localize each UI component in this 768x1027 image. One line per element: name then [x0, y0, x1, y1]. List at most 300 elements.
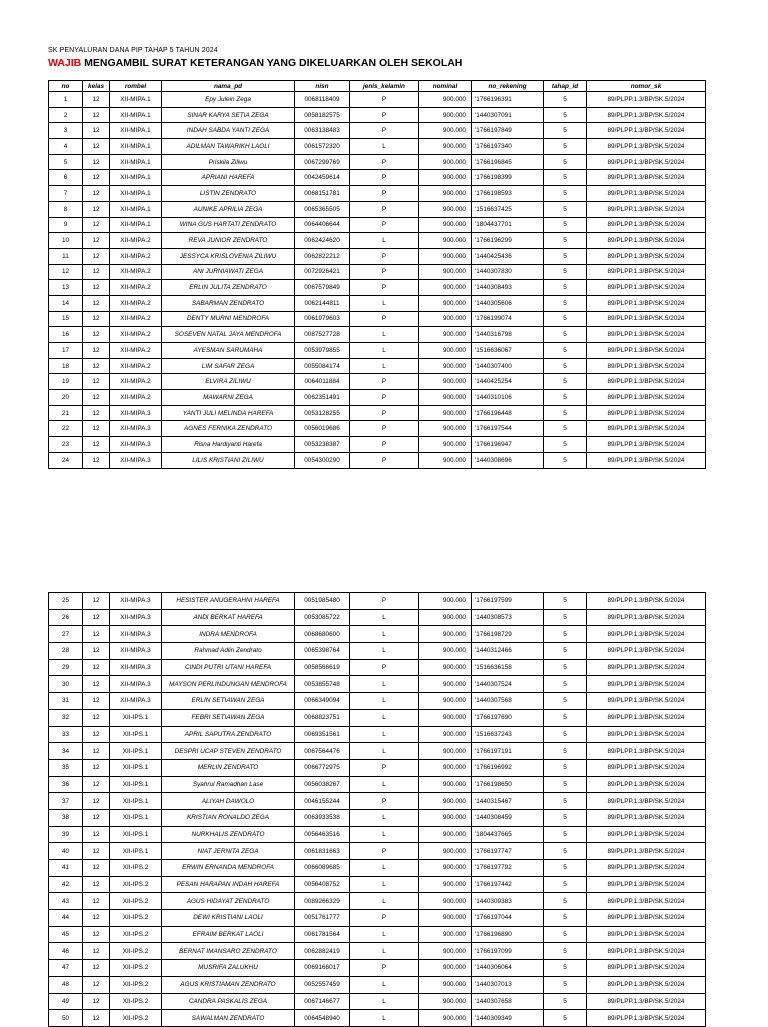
cell-jenis-kelamin: P: [350, 217, 419, 233]
table-row: [49, 893, 706, 910]
cell-nominal: 900.000: [419, 233, 472, 249]
cell-nominal: 900.000: [419, 170, 472, 186]
cell-no-rekening: '1766196845: [472, 154, 544, 170]
cell-nominal: 900.000: [419, 893, 472, 910]
cell-nominal: 900.000: [419, 843, 472, 860]
cell-tahap-id: 5: [544, 910, 587, 927]
cell-no-rekening: '1766197191: [472, 743, 544, 760]
cell-kelas: 12: [83, 452, 110, 468]
cell-nomor-sk: 89/PLPP.1.3/BP/SK.5/2024: [587, 92, 706, 108]
cell-nisn: 0072926421: [295, 264, 350, 280]
cell-nisn: 0053085722: [295, 609, 350, 626]
cell-kelas: 12: [83, 910, 110, 927]
table-row: [49, 233, 706, 249]
cell-rombel: XII-MIPA.2: [110, 264, 162, 280]
cell-nisn: 0058566619: [295, 659, 350, 676]
cell-rombel: XII-MIPA.1: [110, 123, 162, 139]
cell-nisn: 0068680600: [295, 626, 350, 643]
cell-tahap-id: 5: [544, 327, 587, 343]
cell-jenis-kelamin: P: [350, 170, 419, 186]
cell-tahap-id: 5: [544, 295, 587, 311]
cell-no-rekening: '1766197044: [472, 910, 544, 927]
cell-nisn: 0069351561: [295, 726, 350, 743]
cell-rombel: XII-IPS.2: [110, 993, 162, 1010]
cell-tahap-id: 5: [544, 1010, 587, 1027]
cell-no-rekening: '1440305606: [472, 295, 544, 311]
cell-nisn: 0063933538: [295, 809, 350, 826]
cell-kelas: 12: [83, 593, 110, 610]
cell-tahap-id: 5: [544, 726, 587, 743]
cell-no-rekening: '1440425436: [472, 248, 544, 264]
cell-nomor-sk: 89/PLPP.1.3/BP/SK.5/2024: [587, 248, 706, 264]
cell-nomor-sk: 89/PLPP.1.3/BP/SK.5/2024: [587, 421, 706, 437]
cell-kelas: 12: [83, 626, 110, 643]
cell-jenis-kelamin: L: [350, 860, 419, 877]
cell-nominal: 900.000: [419, 390, 472, 406]
cell-nominal: 900.000: [419, 876, 472, 893]
cell-rombel: XII-MIPA.1: [110, 186, 162, 202]
cell-nisn: 0053238387: [295, 437, 350, 453]
cell-nisn: 0067579849: [295, 280, 350, 296]
cell-no: 13: [49, 280, 83, 296]
cell-nama-pd: HESISTER ANUGERAHNI HAREFA: [162, 593, 295, 610]
col-header-rombel: rombel: [110, 81, 162, 92]
cell-jenis-kelamin: L: [350, 343, 419, 359]
cell-tahap-id: 5: [544, 759, 587, 776]
cell-no: 22: [49, 421, 83, 437]
cell-tahap-id: 5: [544, 374, 587, 390]
cell-jenis-kelamin: P: [350, 659, 419, 676]
cell-rombel: XII-MIPA.2: [110, 327, 162, 343]
cell-rombel: XII-MIPA.2: [110, 374, 162, 390]
cell-tahap-id: 5: [544, 280, 587, 296]
cell-no-rekening: '1516636067: [472, 343, 544, 359]
cell-no-rekening: '1440309349: [472, 1010, 544, 1027]
document-title: [48, 57, 462, 69]
cell-nama-pd: MAYSON PERLINDUNGAN MENDROFA: [162, 676, 295, 693]
cell-no: 21: [49, 405, 83, 421]
cell-no: 46: [49, 943, 83, 960]
cell-kelas: 12: [83, 693, 110, 710]
cell-tahap-id: 5: [544, 693, 587, 710]
cell-kelas: 12: [83, 311, 110, 327]
cell-nama-pd: NURKHALIS ZENDRATO: [162, 826, 295, 843]
col-header-nomor-sk: nomor_sk: [587, 81, 706, 92]
cell-tahap-id: 5: [544, 186, 587, 202]
cell-nominal: 900.000: [419, 609, 472, 626]
cell-tahap-id: 5: [544, 643, 587, 660]
cell-jenis-kelamin: L: [350, 139, 419, 155]
cell-nomor-sk: 89/PLPP.1.3/BP/SK.5/2024: [587, 709, 706, 726]
cell-tahap-id: 5: [544, 676, 587, 693]
table-row: [49, 776, 706, 793]
cell-tahap-id: 5: [544, 233, 587, 249]
cell-no: 2: [49, 107, 83, 123]
cell-nomor-sk: 89/PLPP.1.3/BP/SK.5/2024: [587, 358, 706, 374]
cell-tahap-id: 5: [544, 343, 587, 359]
cell-nama-pd: KRISTIAN RONALDO ZEGA: [162, 809, 295, 826]
cell-nominal: 900.000: [419, 860, 472, 877]
cell-rombel: XII-MIPA.3: [110, 437, 162, 453]
cell-nomor-sk: 89/PLPP.1.3/BP/SK.5/2024: [587, 405, 706, 421]
cell-no: 49: [49, 993, 83, 1010]
cell-no: 26: [49, 609, 83, 626]
cell-no-rekening: '1766197099: [472, 943, 544, 960]
cell-tahap-id: 5: [544, 201, 587, 217]
cell-no: 14: [49, 295, 83, 311]
cell-no-rekening: '1440307400: [472, 358, 544, 374]
cell-nominal: 900.000: [419, 264, 472, 280]
cell-no-rekening: '1440308696: [472, 452, 544, 468]
cell-kelas: 12: [83, 926, 110, 943]
cell-nisn: 0064548940: [295, 1010, 350, 1027]
cell-no: 8: [49, 201, 83, 217]
cell-no: 11: [49, 248, 83, 264]
table-row: [49, 186, 706, 202]
cell-nama-pd: DENTY MURNI MENDROFA: [162, 311, 295, 327]
cell-tahap-id: 5: [544, 626, 587, 643]
cell-kelas: 12: [83, 793, 110, 810]
cell-nomor-sk: 89/PLPP.1.3/BP/SK.5/2024: [587, 676, 706, 693]
cell-nomor-sk: 89/PLPP.1.3/BP/SK.5/2024: [587, 809, 706, 826]
cell-nomor-sk: 89/PLPP.1.3/BP/SK.5/2024: [587, 374, 706, 390]
cell-nomor-sk: 89/PLPP.1.3/BP/SK.5/2024: [587, 759, 706, 776]
cell-kelas: 12: [83, 743, 110, 760]
cell-nomor-sk: 89/PLPP.1.3/BP/SK.5/2024: [587, 390, 706, 406]
cell-nominal: 900.000: [419, 107, 472, 123]
cell-rombel: XII-MIPA.1: [110, 170, 162, 186]
col-header-tahap-id: tahap_id: [544, 81, 587, 92]
cell-jenis-kelamin: L: [350, 358, 419, 374]
cell-nisn: 0066349094: [295, 693, 350, 710]
cell-nomor-sk: 89/PLPP.1.3/BP/SK.5/2024: [587, 437, 706, 453]
cell-tahap-id: 5: [544, 264, 587, 280]
cell-nama-pd: Epy Julein Zega: [162, 92, 295, 108]
cell-nama-pd: SAWALMAN ZENDRATO: [162, 1010, 295, 1027]
cell-jenis-kelamin: P: [350, 92, 419, 108]
cell-nomor-sk: 89/PLPP.1.3/BP/SK.5/2024: [587, 693, 706, 710]
cell-nominal: 900.000: [419, 726, 472, 743]
cell-nominal: 900.000: [419, 943, 472, 960]
cell-rombel: XII-IPS.2: [110, 860, 162, 877]
cell-rombel: XII-IPS.1: [110, 726, 162, 743]
cell-no: 31: [49, 693, 83, 710]
cell-jenis-kelamin: L: [350, 709, 419, 726]
cell-no: 16: [49, 327, 83, 343]
cell-jenis-kelamin: P: [350, 759, 419, 776]
cell-jenis-kelamin: P: [350, 280, 419, 296]
cell-kelas: 12: [83, 186, 110, 202]
col-header-nama-pd: nama_pd: [162, 81, 295, 92]
cell-no: 17: [49, 343, 83, 359]
cell-nominal: 900.000: [419, 976, 472, 993]
table-row: [49, 327, 706, 343]
cell-nomor-sk: 89/PLPP.1.3/BP/SK.5/2024: [587, 186, 706, 202]
cell-rombel: XII-IPS.1: [110, 843, 162, 860]
cell-kelas: 12: [83, 659, 110, 676]
cell-no: 38: [49, 809, 83, 826]
cell-nisn: 0061572320: [295, 139, 350, 155]
cell-jenis-kelamin: P: [350, 960, 419, 977]
cell-nomor-sk: 89/PLPP.1.3/BP/SK.5/2024: [587, 280, 706, 296]
cell-no-rekening: '1766196947: [472, 437, 544, 453]
cell-nominal: 900.000: [419, 776, 472, 793]
cell-no: 3: [49, 123, 83, 139]
cell-rombel: XII-IPS.2: [110, 910, 162, 927]
cell-no-rekening: '1516636158: [472, 659, 544, 676]
cell-no-rekening: '1766196992: [472, 759, 544, 776]
cell-no: 18: [49, 358, 83, 374]
cell-tahap-id: 5: [544, 843, 587, 860]
cell-no: 48: [49, 976, 83, 993]
cell-tahap-id: 5: [544, 709, 587, 726]
cell-nomor-sk: 89/PLPP.1.3/BP/SK.5/2024: [587, 776, 706, 793]
cell-nama-pd: BERNAT IMANSARO ZENDRATO: [162, 943, 295, 960]
cell-no: 42: [49, 876, 83, 893]
cell-nama-pd: APRIL SAPUTRA ZENDRATO: [162, 726, 295, 743]
cell-kelas: 12: [83, 201, 110, 217]
cell-nisn: 0062424620: [295, 233, 350, 249]
cell-jenis-kelamin: P: [350, 311, 419, 327]
table-row: [49, 139, 706, 155]
cell-nominal: 900.000: [419, 1010, 472, 1027]
cell-nomor-sk: 89/PLPP.1.3/BP/SK.5/2024: [587, 943, 706, 960]
cell-nomor-sk: 89/PLPP.1.3/BP/SK.5/2024: [587, 107, 706, 123]
cell-no: 9: [49, 217, 83, 233]
cell-no-rekening: '1440307830: [472, 264, 544, 280]
cell-nisn: 0061979603: [295, 311, 350, 327]
table-row: [49, 107, 706, 123]
cell-nisn: 0042459614: [295, 170, 350, 186]
cell-no: 25: [49, 593, 83, 610]
table-row: [49, 217, 706, 233]
cell-no: 28: [49, 643, 83, 660]
cell-nisn: 0056019686: [295, 421, 350, 437]
cell-no-rekening: '1766198650: [472, 776, 544, 793]
cell-kelas: 12: [83, 726, 110, 743]
cell-tahap-id: 5: [544, 609, 587, 626]
cell-nomor-sk: 89/PLPP.1.3/BP/SK.5/2024: [587, 609, 706, 626]
cell-kelas: 12: [83, 139, 110, 155]
cell-rombel: XII-IPS.1: [110, 743, 162, 760]
table-row: [49, 709, 706, 726]
cell-jenis-kelamin: L: [350, 233, 419, 249]
cell-kelas: 12: [83, 843, 110, 860]
cell-nominal: 900.000: [419, 421, 472, 437]
cell-nisn: 0065365505: [295, 201, 350, 217]
table-row: [49, 843, 706, 860]
cell-nomor-sk: 89/PLPP.1.3/BP/SK.5/2024: [587, 154, 706, 170]
cell-nisn: 0053128255: [295, 405, 350, 421]
table-row: [49, 264, 706, 280]
table-row: [49, 943, 706, 960]
col-header-nominal: nominal: [419, 81, 472, 92]
cell-kelas: 12: [83, 776, 110, 793]
table-row: [49, 826, 706, 843]
cell-jenis-kelamin: P: [350, 186, 419, 202]
cell-kelas: 12: [83, 233, 110, 249]
cell-nama-pd: ALIYAH DAWOLO: [162, 793, 295, 810]
cell-nisn: 0062351491: [295, 390, 350, 406]
document-header: [48, 47, 462, 69]
cell-nama-pd: AUNIKE APRILIA ZEGA: [162, 201, 295, 217]
table-row: [49, 421, 706, 437]
cell-rombel: XII-IPS.2: [110, 926, 162, 943]
cell-kelas: 12: [83, 609, 110, 626]
cell-nama-pd: ADILMAN TAWARIKH LAOLI: [162, 139, 295, 155]
cell-jenis-kelamin: P: [350, 843, 419, 860]
table-row: [49, 92, 706, 108]
recipient-table-page-1: [48, 80, 706, 469]
cell-no: 47: [49, 960, 83, 977]
cell-no-rekening: '1766197849: [472, 123, 544, 139]
cell-nomor-sk: 89/PLPP.1.3/BP/SK.5/2024: [587, 876, 706, 893]
title-text: MENGAMBIL SURAT KETERANGAN YANG DIKELUARKAN OLEH SEKOLAH: [81, 57, 463, 69]
cell-nama-pd: CINDI PUTRI UTANI HAREFA: [162, 659, 295, 676]
cell-nisn: 0066772975: [295, 759, 350, 776]
cell-no: 50: [49, 1010, 83, 1027]
cell-nama-pd: INDAH SABDA YANTI ZEGA: [162, 123, 295, 139]
cell-rombel: XII-MIPA.2: [110, 280, 162, 296]
cell-jenis-kelamin: L: [350, 676, 419, 693]
cell-nama-pd: APRIANI HAREFA: [162, 170, 295, 186]
cell-rombel: XII-IPS.1: [110, 776, 162, 793]
cell-nisn: 0068118409: [295, 92, 350, 108]
cell-jenis-kelamin: L: [350, 743, 419, 760]
cell-no-rekening: '1766197442: [472, 876, 544, 893]
cell-nominal: 900.000: [419, 92, 472, 108]
cell-rombel: XII-MIPA.3: [110, 609, 162, 626]
cell-nisn: 0055084174: [295, 358, 350, 374]
cell-nomor-sk: 89/PLPP.1.3/BP/SK.5/2024: [587, 452, 706, 468]
cell-nisn: 0061831663: [295, 843, 350, 860]
cell-tahap-id: 5: [544, 123, 587, 139]
cell-jenis-kelamin: L: [350, 943, 419, 960]
cell-jenis-kelamin: L: [350, 776, 419, 793]
cell-kelas: 12: [83, 217, 110, 233]
cell-rombel: XII-MIPA.3: [110, 405, 162, 421]
cell-tahap-id: 5: [544, 659, 587, 676]
table-row: [49, 910, 706, 927]
cell-no-rekening: '1766196299: [472, 233, 544, 249]
cell-tahap-id: 5: [544, 893, 587, 910]
cell-kelas: 12: [83, 676, 110, 693]
cell-nama-pd: REVA JUNIOR ZENDRATO: [162, 233, 295, 249]
cell-rombel: XII-MIPA.3: [110, 643, 162, 660]
cell-nama-pd: FEBRI SETIAWAN ZEGA: [162, 709, 295, 726]
cell-nomor-sk: 89/PLPP.1.3/BP/SK.5/2024: [587, 893, 706, 910]
cell-no: 27: [49, 626, 83, 643]
cell-jenis-kelamin: L: [350, 643, 419, 660]
cell-nomor-sk: 89/PLPP.1.3/BP/SK.5/2024: [587, 327, 706, 343]
table-header-row: [49, 81, 706, 92]
cell-jenis-kelamin: P: [350, 437, 419, 453]
cell-jenis-kelamin: L: [350, 876, 419, 893]
cell-nisn: 0089266329: [295, 893, 350, 910]
cell-no-rekening: '1766198593: [472, 186, 544, 202]
cell-nominal: 900.000: [419, 910, 472, 927]
cell-no-rekening: '1440307091: [472, 107, 544, 123]
cell-kelas: 12: [83, 170, 110, 186]
cell-jenis-kelamin: P: [350, 264, 419, 280]
cell-nama-pd: AYESMAN SARUMAHA: [162, 343, 295, 359]
cell-nama-pd: MERLIN ZENDRATO: [162, 759, 295, 776]
cell-no-rekening: '1440425254: [472, 374, 544, 390]
col-header-no: no: [49, 81, 83, 92]
cell-nominal: 900.000: [419, 759, 472, 776]
title-highlight: WAJIB: [48, 57, 82, 69]
cell-no: 33: [49, 726, 83, 743]
cell-rombel: XII-MIPA.2: [110, 248, 162, 264]
cell-tahap-id: 5: [544, 92, 587, 108]
document-subtitle: SK PENYALURAN DANA PIP TAHAP 5 TAHUN 2024: [48, 47, 218, 54]
cell-nominal: 900.000: [419, 743, 472, 760]
cell-kelas: 12: [83, 107, 110, 123]
cell-jenis-kelamin: L: [350, 993, 419, 1010]
cell-kelas: 12: [83, 374, 110, 390]
cell-nama-pd: INDRA MENDROFA: [162, 626, 295, 643]
cell-nisn: 0051985480: [295, 593, 350, 610]
cell-nominal: 900.000: [419, 295, 472, 311]
cell-rombel: XII-IPS.2: [110, 960, 162, 977]
cell-nomor-sk: 89/PLPP.1.3/BP/SK.5/2024: [587, 643, 706, 660]
cell-kelas: 12: [83, 327, 110, 343]
table-row: [49, 876, 706, 893]
cell-nama-pd: AGNES FERNIKA ZENDRATO: [162, 421, 295, 437]
cell-tahap-id: 5: [544, 926, 587, 943]
cell-tahap-id: 5: [544, 876, 587, 893]
cell-rombel: XII-IPS.1: [110, 759, 162, 776]
cell-nisn: 0058182575: [295, 107, 350, 123]
cell-no: 30: [49, 676, 83, 693]
cell-nomor-sk: 89/PLPP.1.3/BP/SK.5/2024: [587, 926, 706, 943]
cell-tahap-id: 5: [544, 793, 587, 810]
cell-nomor-sk: 89/PLPP.1.3/BP/SK.5/2024: [587, 826, 706, 843]
cell-tahap-id: 5: [544, 993, 587, 1010]
cell-nama-pd: SINAR KARYA SETIA ZEGA: [162, 107, 295, 123]
table-row: [49, 358, 706, 374]
cell-no-rekening: '1766197544: [472, 421, 544, 437]
cell-jenis-kelamin: L: [350, 976, 419, 993]
cell-rombel: XII-IPS.2: [110, 976, 162, 993]
cell-nominal: 900.000: [419, 186, 472, 202]
cell-jenis-kelamin: P: [350, 421, 419, 437]
cell-nama-pd: ANDI BERKAT HAREFA: [162, 609, 295, 626]
cell-rombel: XII-MIPA.2: [110, 233, 162, 249]
cell-nomor-sk: 89/PLPP.1.3/BP/SK.5/2024: [587, 726, 706, 743]
cell-nisn: 0064011884: [295, 374, 350, 390]
cell-nomor-sk: 89/PLPP.1.3/BP/SK.5/2024: [587, 743, 706, 760]
table-row: [49, 123, 706, 139]
cell-nominal: 900.000: [419, 926, 472, 943]
cell-rombel: XII-MIPA.2: [110, 343, 162, 359]
cell-nomor-sk: 89/PLPP.1.3/BP/SK.5/2024: [587, 343, 706, 359]
cell-no: 5: [49, 154, 83, 170]
table-row: [49, 676, 706, 693]
cell-nisn: 0064406644: [295, 217, 350, 233]
table-row: [49, 960, 706, 977]
cell-tahap-id: 5: [544, 943, 587, 960]
table-row: [49, 593, 706, 610]
cell-no-rekening: '1440307524: [472, 676, 544, 693]
cell-tahap-id: 5: [544, 743, 587, 760]
cell-nama-pd: AGUS HIDAYAT ZENDRATO: [162, 893, 295, 910]
cell-no-rekening: '1440316798: [472, 327, 544, 343]
cell-nisn: 0068151781: [295, 186, 350, 202]
cell-nominal: 900.000: [419, 248, 472, 264]
cell-no: 34: [49, 743, 83, 760]
cell-nisn: 0067299769: [295, 154, 350, 170]
